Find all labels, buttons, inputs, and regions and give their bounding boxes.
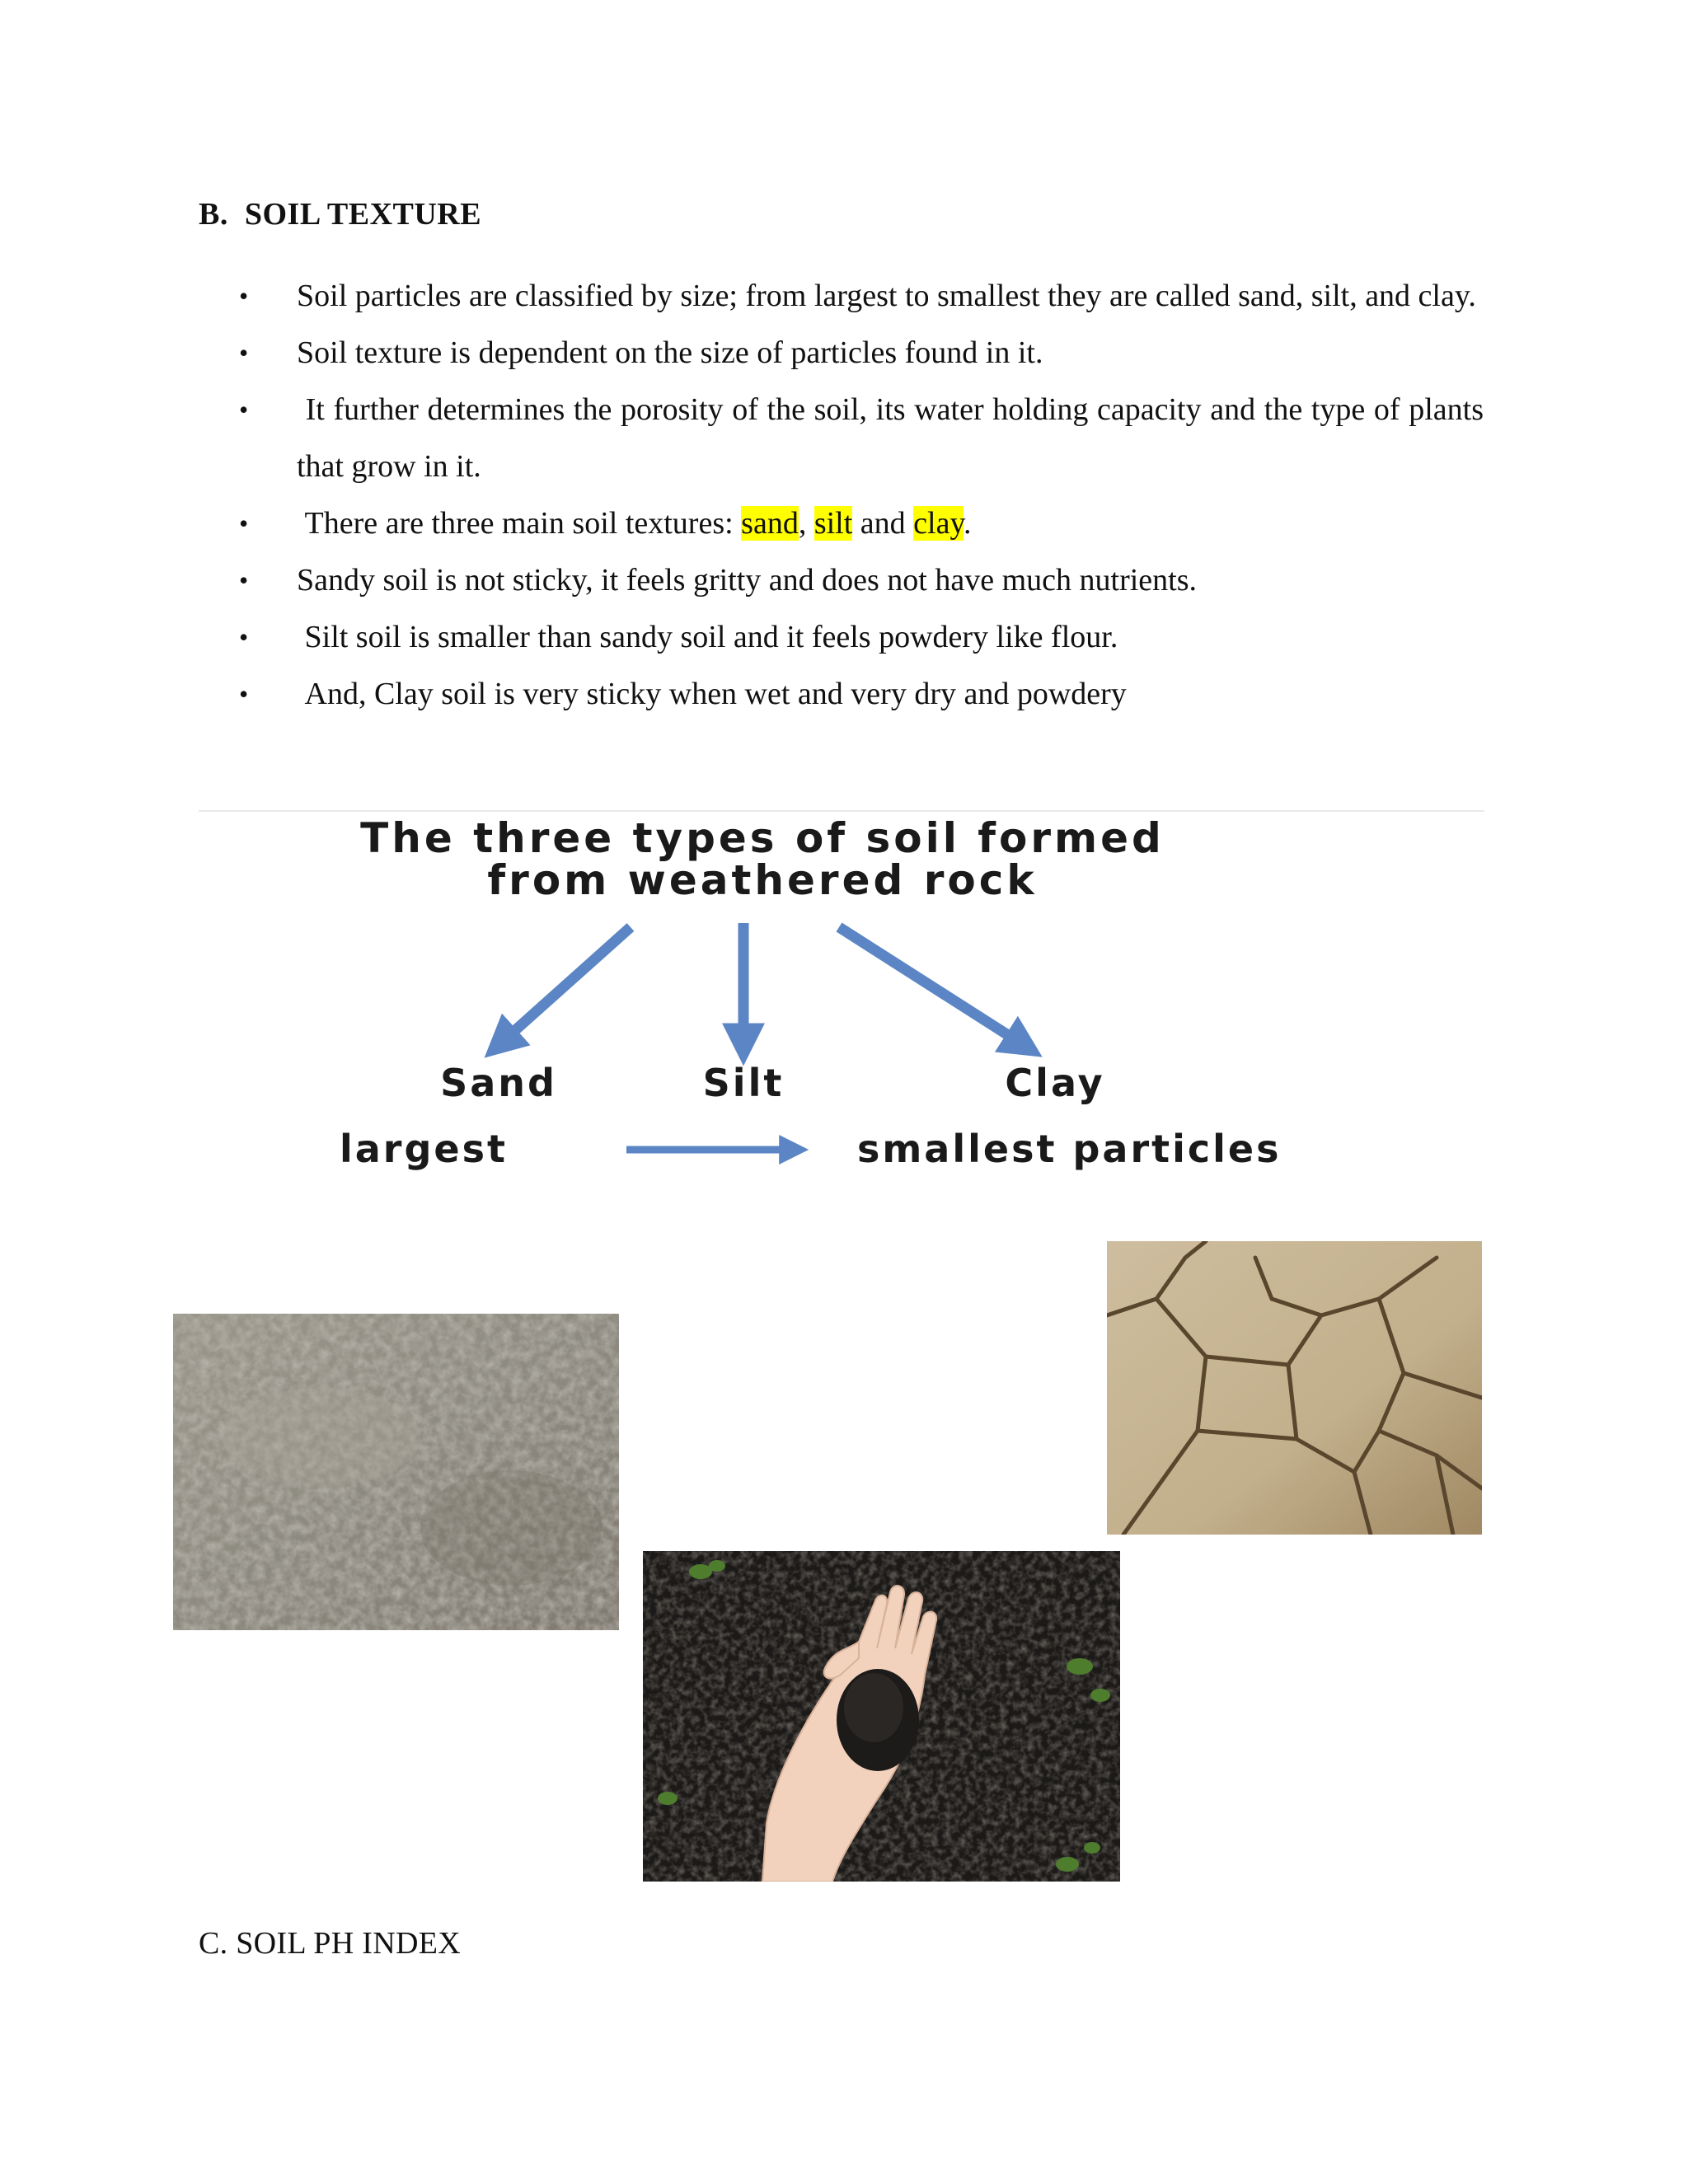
bullet-text: Silt soil is smaller than sandy soil and it feels powdery like flour. (297, 620, 1118, 654)
period-text: . (964, 506, 972, 541)
list-item (239, 382, 1492, 495)
sand-texture-photo (173, 1314, 619, 1630)
section-c-heading: C. SOIL PH INDEX (199, 1926, 461, 1961)
separator-text: , (798, 506, 814, 541)
label-largest: largest (340, 1127, 508, 1171)
highlight-clay: clay (913, 506, 964, 541)
bullet-text-highlighted (297, 495, 1484, 552)
diagram-title-line1: The three types of soil formed (360, 814, 1165, 862)
bullet-text: It further determines the porosity of the soil, its water holding capacity and the type of plants that grow in it. (297, 392, 1492, 484)
highlight-sand: sand (741, 506, 799, 541)
label-sand: Sand (440, 1061, 557, 1105)
hand-holding-soil-photo (643, 1551, 1120, 1882)
bullet-icon: • (239, 281, 249, 311)
bullet-icon: • (239, 509, 249, 538)
label-silt: Silt (702, 1061, 785, 1105)
list-item (239, 666, 1484, 723)
section-b-heading: B. SOIL TEXTURE (199, 197, 482, 232)
separator-text: and (852, 506, 914, 541)
bullet-icon: • (239, 679, 249, 709)
horizontal-divider (199, 810, 1484, 812)
bullet-text: Sandy soil is not sticky, it feels gritty and does not have much nutrients. (297, 563, 1197, 598)
list-item (239, 609, 1484, 666)
label-smallest-particles: smallest particles (857, 1127, 1282, 1171)
list-item (239, 552, 1484, 609)
list-item (239, 325, 1484, 382)
bullet-icon: • (239, 565, 249, 595)
list-item (239, 268, 1484, 325)
cracked-clay-photo (1107, 1241, 1482, 1535)
arrow-to-clay-icon (839, 927, 1026, 1047)
bullet-icon: • (239, 338, 249, 368)
bullet-text: Soil particles are classified by size; from largest to smallest they are called sand, silt, and clay. (297, 279, 1476, 313)
bullet-text: Soil texture is dependent on the size of particles found in it. (297, 335, 1043, 370)
arrow-to-sand-icon (499, 927, 631, 1045)
diagram-title-line2: from weathered rock (487, 856, 1038, 904)
highlight-silt: silt (814, 506, 853, 541)
bullet-icon: • (239, 622, 249, 652)
list-item (239, 495, 1484, 552)
label-clay: Clay (1005, 1061, 1105, 1105)
textures-intro: There are three main soil textures: (297, 506, 742, 541)
bullet-text: And, Clay soil is very sticky when wet and very dry and powdery (297, 677, 1127, 711)
bullet-icon: • (239, 395, 249, 424)
soil-texture-bullet-list (239, 268, 1492, 723)
